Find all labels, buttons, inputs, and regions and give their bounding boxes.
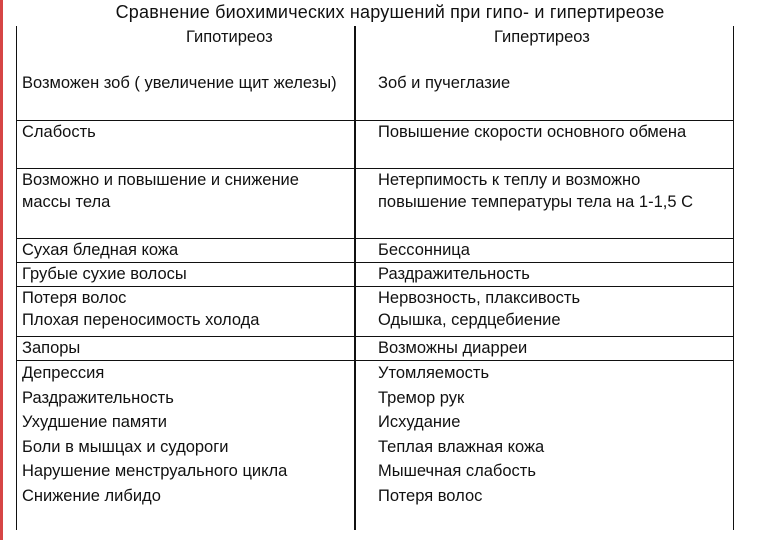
header-hyperthyroidism: Гипертиреоз [494,28,590,46]
comparison-table [16,26,734,530]
table-row [16,262,734,286]
table-row [16,336,734,360]
table-row [16,168,734,238]
slide-left-accent [0,0,3,540]
hyper-symptom: Зоб и пучеглазие [378,74,511,92]
table-row [16,360,734,530]
hyper-symptom: Возможны диарреи [378,339,528,357]
hyper-symptom: Утомляемость Тремор рук Исхудание Теплая влажная кожа Мышечная слабость Потеря волос [378,364,545,505]
hyper-symptom: Нервозность, плаксивость Одышка, сердцебиение [378,289,581,329]
table-row [16,238,734,262]
table-row [16,72,734,120]
hypo-symptom: Потеря волос Плохая переносимость холода [22,289,260,329]
hyper-symptom: Нетерпимость к теплу и возможно повышение температуры тела на 1-1,5 С [378,171,694,211]
hypo-symptom: Грубые сухие волосы [22,265,187,283]
hypo-symptom: Сухая бледная кожа [22,241,179,259]
hypo-symptom: Запоры [22,339,81,357]
page-title: Сравнение биохимических нарушений при гипо- и гипертиреозе [115,2,665,22]
hyper-symptom: Бессонница [378,241,470,259]
table-row [16,286,734,336]
hypo-symptom: Слабость [22,123,96,141]
table-row [16,120,734,168]
hyper-symptom: Повышение скорости основного обмена [378,123,687,141]
hyper-symptom: Раздражительность [378,265,530,283]
hypo-symptom: Депрессия Раздражительность Ухудшение памяти Боли в мышцах и судороги Нарушение менструального цикла Снижение либидо [22,364,288,505]
table-header-row [16,26,734,48]
hypo-symptom: Возможно и повышение и снижение массы тела [22,171,299,211]
hypo-symptom: Возможен зоб ( увеличение щит железы) [22,74,337,92]
header-hypothyroidism: Гипотиреоз [186,28,273,46]
